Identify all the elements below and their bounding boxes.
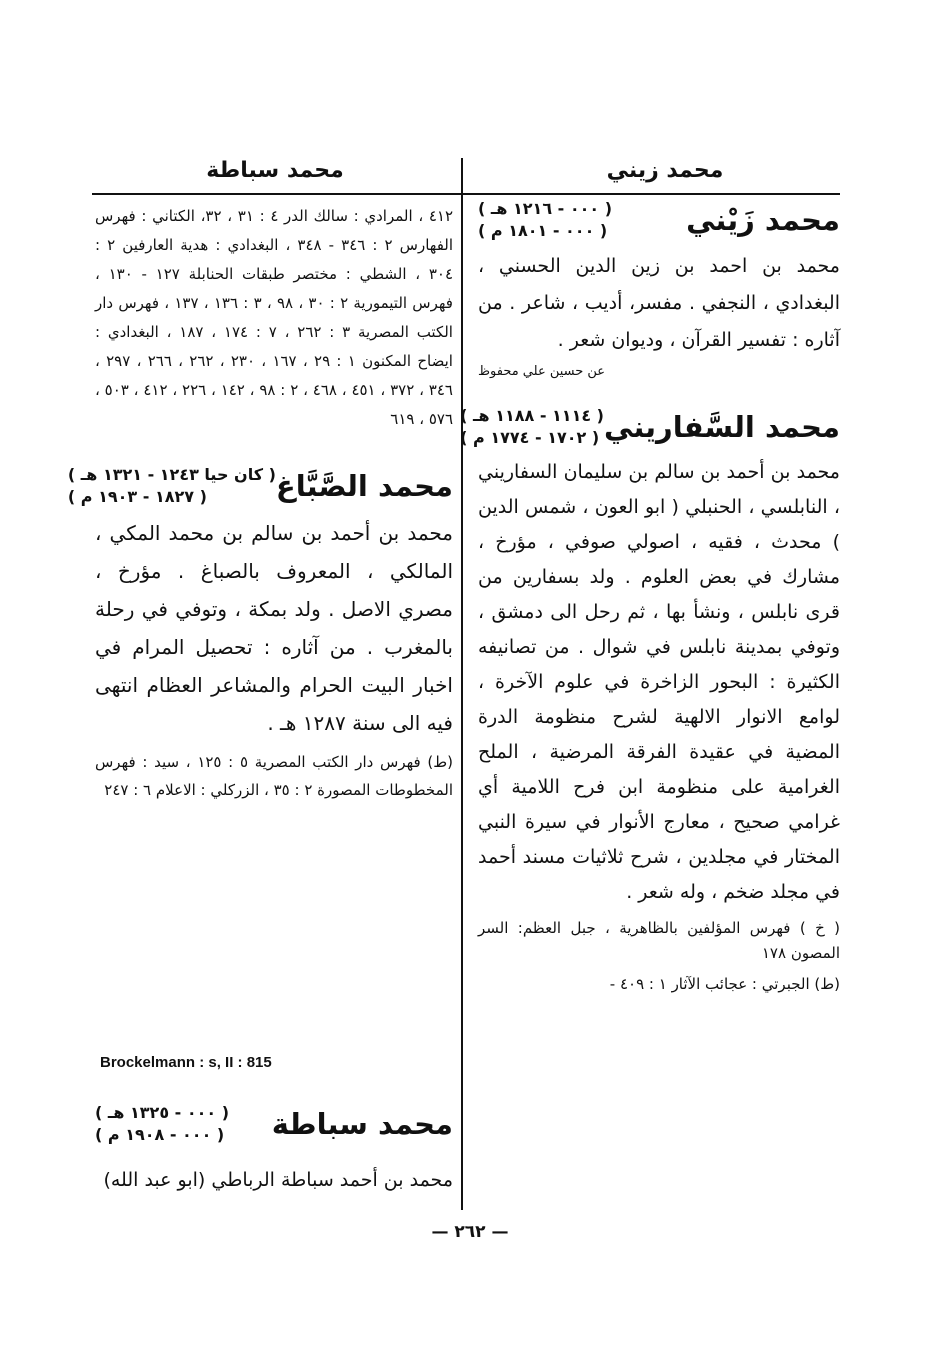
running-head-left: محمد سباطة	[206, 158, 344, 183]
header-rule	[92, 193, 840, 195]
entry-dates-sabata	[95, 1102, 229, 1146]
dates-hijri: ( كان حيا ١٢٤٣ - ١٣٢١ هـ )	[67, 465, 276, 484]
entry-dates-sabbagh	[68, 464, 276, 508]
entry-dates-saffarini	[460, 405, 604, 449]
entry-name-sabata: محمد سباطة	[271, 1107, 453, 1141]
entry-ref-kh-saffarini: ( خ ) فهرس المؤلفين بالظاهرية ، جبل العظم: السر المصون ١٧٨	[478, 919, 840, 962]
column-divider	[461, 158, 463, 1210]
entry-dates-zini	[478, 198, 612, 242]
left-column	[67, 198, 454, 804]
entry-heading-sabbagh	[67, 464, 453, 508]
entry-heading-sabata	[95, 1102, 453, 1146]
entry-source-zini: عن حسين علي محفوظ	[478, 364, 606, 379]
entry-name-saffarini: محمد السَّفاريني	[603, 410, 840, 444]
dates-gregorian: ( ١٨٢٧ - ١٩٠٣ م )	[67, 487, 207, 506]
entry-name-zini: محمد زَيْني	[686, 203, 840, 237]
dates-hijri: ( ١١١٤ - ١١٨٨ هـ )	[460, 406, 604, 425]
references-continued: ٤١٢ ، المرادي : سالك الدر ٤ : ٣١ ، ٣٢، الكتاني : فهرس الفهارس ٢ : ٣٤٦ - ٣٤٨ ، البغدادي : هدية العارفين ٢ : ٣٠٤ ، الشطي : مختصر طبقات الحنابلة ١٢٧ - ١٣٠ ، فهرس التيمورية ٢ : ٣٠ ، ٩٨ ، ٣ : ١٣٦ ، ١٣٧ ، فهرس دار الكتب المصرية ٣ : ٢٦٢ ، ٧ : ١٧٤ ، ١٨٧ ، البغدادي : ايضاح المكنون ١ : ٢٩ ، ١٦٧ ، ٢٣٠ ، ٢٦٢ ، ٢٦٦ ، ٢٩٧ ، ٣٤٦ ، ٣٧٢ ، ٤٥١ ، ٤٦٨ ، ٢ : ٩٨ ، ١٤٢ ، ٢٢٦ ، ٤١٢ ، ٥٠٣ ، ٥٧٦ ، ٦١٩	[95, 207, 454, 428]
entry-ref-t-saffarini: (ط) الجبرتي : عجائب الآثار ١ : ٤٠٩ -	[609, 975, 840, 993]
dates-hijri: ( ٠٠٠ - ١٣٢٥ هـ )	[95, 1103, 230, 1122]
dates-gregorian: ( ١٧٠٢ - ١٧٧٤ م )	[460, 428, 600, 447]
right-column	[460, 198, 840, 997]
entry-heading-saffarini	[460, 405, 840, 449]
entry-body-saffarini: محمد بن أحمد بن سالم بن سليمان السفاريني ، النابلسي ، الحنبلي ( ابو العون ، شمس الدين ) محدث ، فقيه ، اصولي صوفي ، مؤرخ ، مشارك في بعض العلوم . ولد بسفارين من قرى نابلس ، ونشأ بها ، ثم رحل الى دمشق ، وتوفي بمدينة نابلس في شوال . من تصانيفه الكثيرة : البحور الزاخرة في علوم الآخرة ، لوامع الانوار الالهية لشرح منظومة الدرة المضية في عقيدة الفرقة المرضية ، الملح الغرامية على منظومة ابن فرح اللامية أي غرامي صحيح ، معارج الأنوار في سيرة النبي المختار في مجلدين ، شرح ثلاثيات مسند أحمد في مجلد ضخم ، وله شعر .	[478, 461, 840, 903]
running-head-right: محمد زيني	[606, 158, 724, 183]
page-number: — ٢٦٢ —	[431, 1222, 509, 1242]
entry-ref-sabbagh: (ط) فهرس دار الكتب المصرية ٥ : ١٢٥ ، سيد : فهرس المخطوطات المصورة ٢ : ٣٥ ، الزركلي : الاعلام ٦ : ٢٤٧	[95, 753, 453, 799]
dates-gregorian: ( ٠٠٠ - ١٩٠٨ م )	[95, 1125, 225, 1144]
entry-sabata-block	[95, 1102, 453, 1199]
entry-name-sabbagh: محمد الصَّبَّاغ	[275, 469, 453, 503]
dates-gregorian: ( ٠٠٠ - ١٨٠١ م )	[478, 221, 608, 240]
entry-body-sabbagh: محمد بن أحمد بن سالم بن محمد المكي ، المالكي ، المعروف بالصباغ . مؤرخ ، مصري الاصل . ولد بمكة ، وتوفي في رحلة بالمغرب . من آثاره : تحصيل المرام في اخبار البيت الحرام والمشاعر العظام انتهى فيه الى سنة ١٢٨٧ هـ .	[95, 521, 453, 735]
latin-reference: Brockelmann : s, II : 815	[100, 1054, 272, 1071]
entry-heading-zini	[478, 198, 840, 242]
dates-hijri: ( ٠٠٠ - ١٢١٦ هـ )	[478, 199, 613, 218]
page-number-value: ٢٦٢	[454, 1222, 486, 1242]
entry-body-zini: محمد بن احمد بن زين الدين الحسني ، البغدادي ، النجفي . مفسر، أديب ، شاعر . من آثاره : تفسير القرآن ، وديوان شعر .	[478, 255, 840, 351]
entry-body-sabata: محمد بن أحمد سباطة الرباطي (ابو عبد الله)	[103, 1169, 453, 1191]
